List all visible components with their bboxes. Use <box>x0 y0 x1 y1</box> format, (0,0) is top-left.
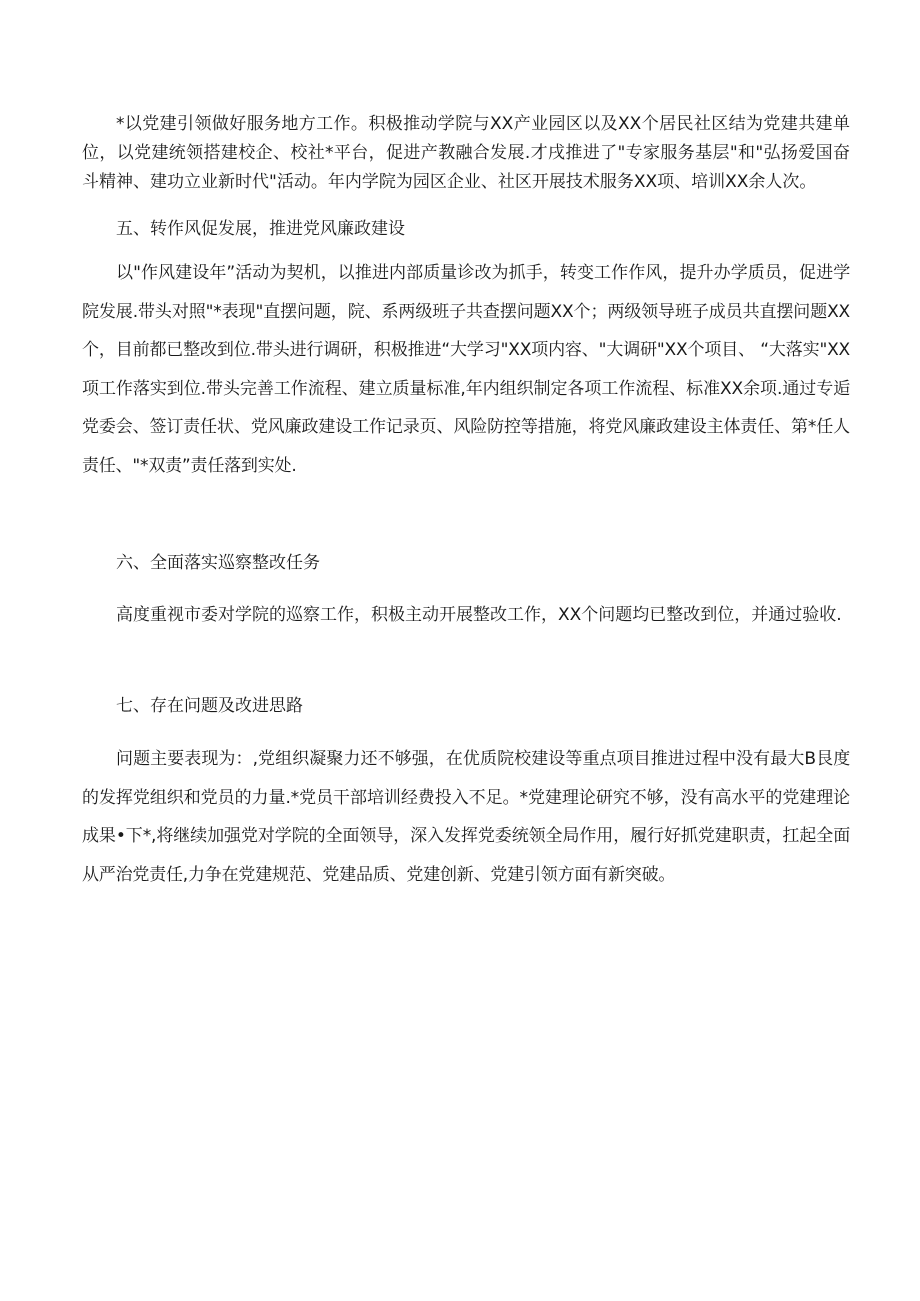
section-heading-6: 六、全面落实巡察整改任务 <box>116 553 320 573</box>
paragraph-service-local: *以党建引领做好服务地方工作。积极推动学院与XX产业园区以及XX个居民社区结为党建共建单位，以党建统领搭建校企、校社*平台，促进产教融合发展.才戌推进了"专家服务基层"和"弘扬爱国奋斗精神、建功立业新时代"活动。年内学院为园区企业、社区开展技术服务XX项、培训XX余人次。 <box>82 114 850 192</box>
section-heading-5: 五、转作风促发展，推进党风廉政建设 <box>116 219 405 239</box>
paragraph-inspection: 高度重视市委对学院的巡察工作，积极主动开展整改工作，XX个问题均已整改到位，并通过验收. <box>116 605 842 625</box>
section-heading-7: 七、存在问题及改进思路 <box>116 696 303 716</box>
paragraph-style-building: 以"作风建设年”活动为契机，以推进内部质量诊改为抓手，转变工作作风，提升办学质员，促进学院发展.带头对照"*表现"直摆问题，院、系两级班子共查摆问题XX个；两级领导班子成员共直摆问题XX个，目前都已整改到位.带头进行调研，积极推进“大学习"XX项内容、"大调研"XX个项目、 “大落实"XX项工作落实到位.带头完善工作流程、建立质量标准,年内组织制定各项工作流程、标准XX余项.通过专逅党委会、签订责任状、党风廉政建设工作记录页、风险防控等措施，将党风廉政建设主体责任、第*任人责任、"*双责”责任落到实处. <box>82 263 850 476</box>
paragraph-problems: 问题主要表现为：,党组织凝聚力还不够强，在优质院校建设等重点项目推进过程中没有最大B艮度的发挥党组织和党员的力量.*党员干部培训经费投入不足。*党建理论研究不够，没有高水平的党建理论成果•下*,将继续加强党对学院的全面领导，深入发挥党委统领全局作用，履行好抓党建职责，扛起全面从严治党责任,力争在党建规范、党建品质、党建创新、党建引领方面有新突破。 <box>82 749 850 885</box>
